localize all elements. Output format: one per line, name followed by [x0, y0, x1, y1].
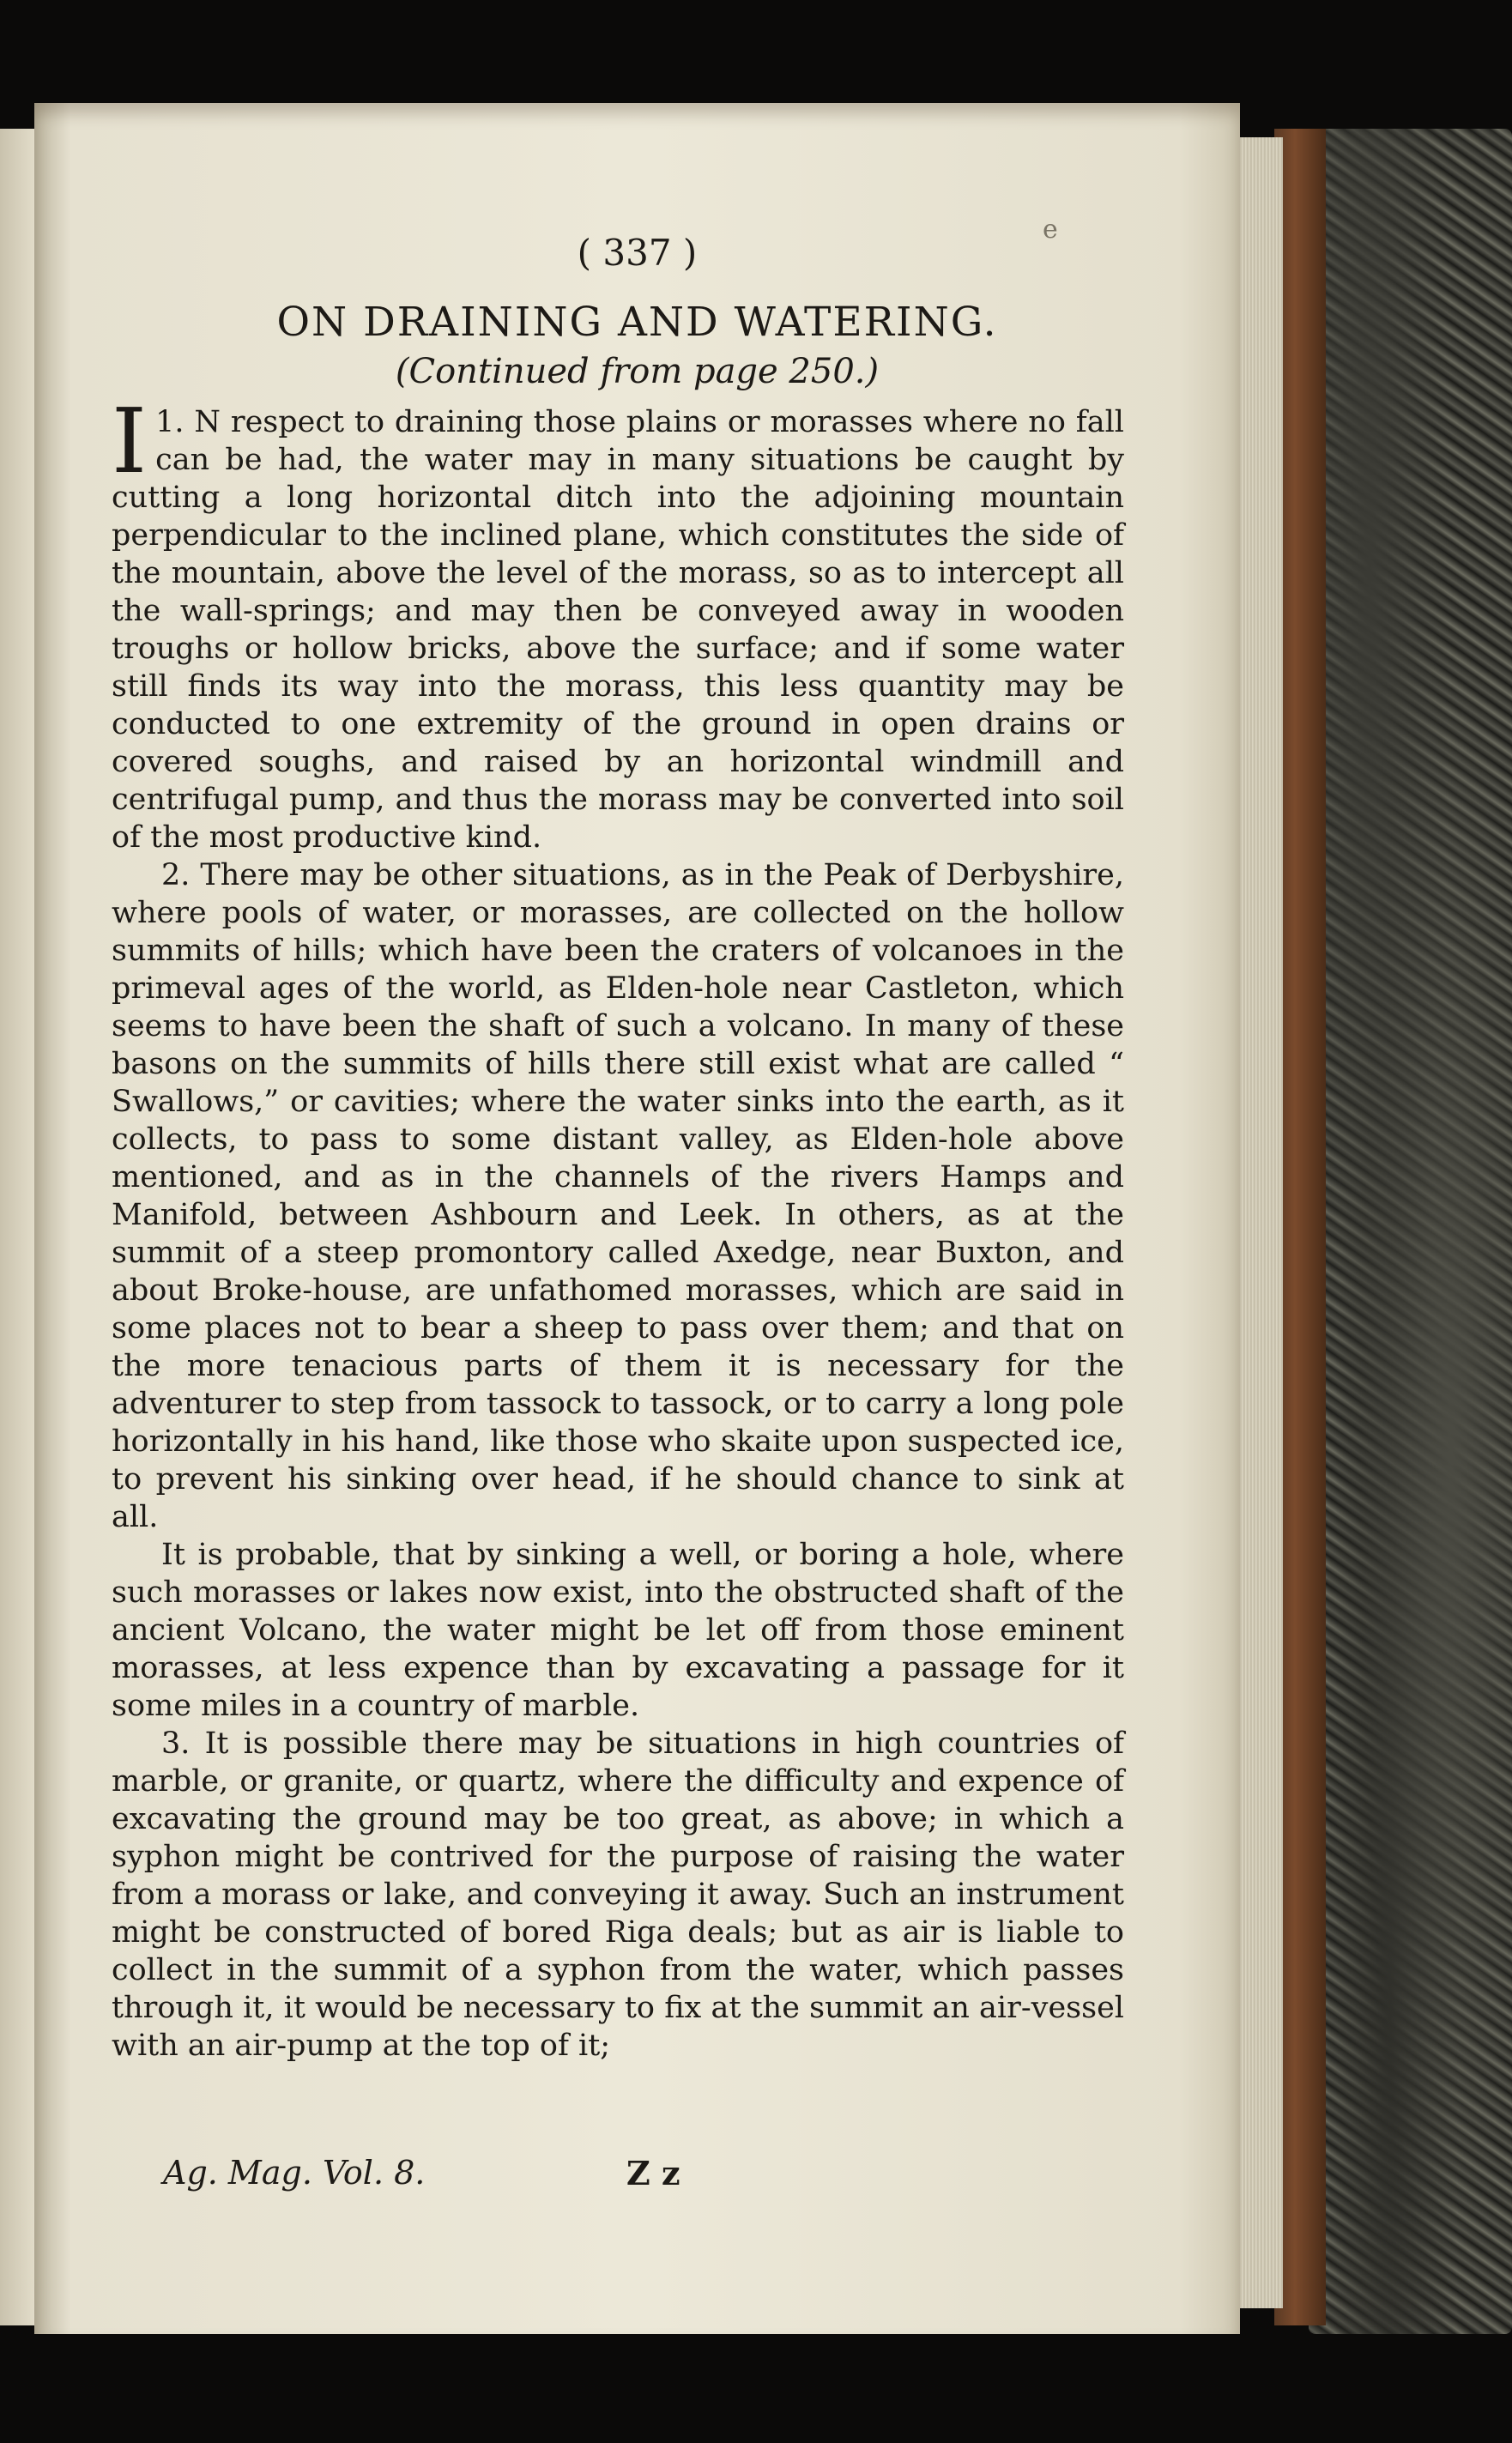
- signature-text: Ag. Mag. Vol. 8.: [163, 2154, 426, 2192]
- paragraph-number: 2.: [161, 858, 191, 892]
- article-body: [112, 389, 1124, 2065]
- page-fore-edge: [1236, 137, 1283, 2308]
- marbled-cover: [1309, 129, 1512, 2334]
- paragraph-number: 3.: [161, 1726, 191, 1761]
- paragraph-text: It is probable, that by sinking a well, or boring a hole, where such morasses or lakes now exist, into the obstructed shaft of the ancient Volcano, the water might be let off from those eminent morasses, at less expence than by excavating a passage for it some miles in a country of marble.: [112, 1538, 1124, 1723]
- article-subtitle: (Continued from page 250.): [395, 352, 880, 391]
- paragraph-1: [112, 389, 1124, 856]
- show-through-mark: e: [1043, 215, 1058, 245]
- page-number: ( 337 ): [577, 232, 698, 274]
- article-title: ON DRAINING AND WATERING.: [276, 299, 998, 346]
- book-page: [34, 103, 1240, 2334]
- paragraph-text: It is possible there may be situations in high countries of marble, or granite, or quartz, where the difficulty and expence of excavating the ground may be too great, as above; in which a syphon might be contrived for the purpose of raising the water from a morass or lake, and conveying it away. Such an instrument might be constructed of bored Riga deals; but as air is liable to collect in the summit of a syphon from the water, which passes through it, it would be necessary to fix at the summit an air-vessel with an air-pump at the top of it;: [112, 1726, 1124, 2063]
- paragraph-text: There may be other situations, as in the Peak of Derbyshire, where pools of water, or morasses, are collected on the hollow summits of hills; which have been the craters of volcanoes in the primeval ages of the world, as Elden-hole near Castleton, which seems to have been the shaft of such a volcano. In many of these basons on the summits of hills there still exist what are called “ Swallows,” or cavities; where the water sinks into the earth, as it collects, to pass to some distant valley, as Elden-hole above mentioned, and as in the channels of the rivers Hamps and Manifold, between Ashbourn and Leek. In others, as at the summit of a steep promontory called Axedge, near Buxton, and about Broke-house, are unfathomed morasses, which are said in some places not to bear a sheep to pass over them; and that on the more tenacious parts of them it is necessary for the adventurer to step from tassock to tassock, or to carry a long pole horizontally in his hand, like those who skaite upon suspected ice, to prevent his sinking over head, if he should chance to sink at all.: [112, 858, 1124, 1534]
- paragraph-text: N respect to draining those plains or morasses where no fall can be had, the water may in many situations be caught by cutting a long horizontal ditch into the adjoining mountain perpendicular to the inclined plane, which constitutes the side of the mountain, above the level of the morass, so as to intercept all the wall-springs; and may then be conveyed away in wooden troughs or hollow bricks, above the surface; and if some water still finds its way into the morass, this less quantity may be conducted to one extremity of the ground in open drains or covered soughs, and raised by an horizontal windmill and centrifugal pump, and thus the morass may be converted into soil of the most productive kind.: [112, 405, 1124, 855]
- paragraph-3: [112, 1536, 1124, 1725]
- drop-cap: I: [112, 389, 148, 493]
- previous-page-edge: [0, 129, 34, 2325]
- signature-mark: Z z: [626, 2154, 680, 2192]
- paragraph-2: [112, 856, 1124, 1536]
- paragraph-number: 1.: [155, 405, 184, 439]
- page-footer: [163, 2154, 935, 2192]
- paragraph-4: [112, 1725, 1124, 2065]
